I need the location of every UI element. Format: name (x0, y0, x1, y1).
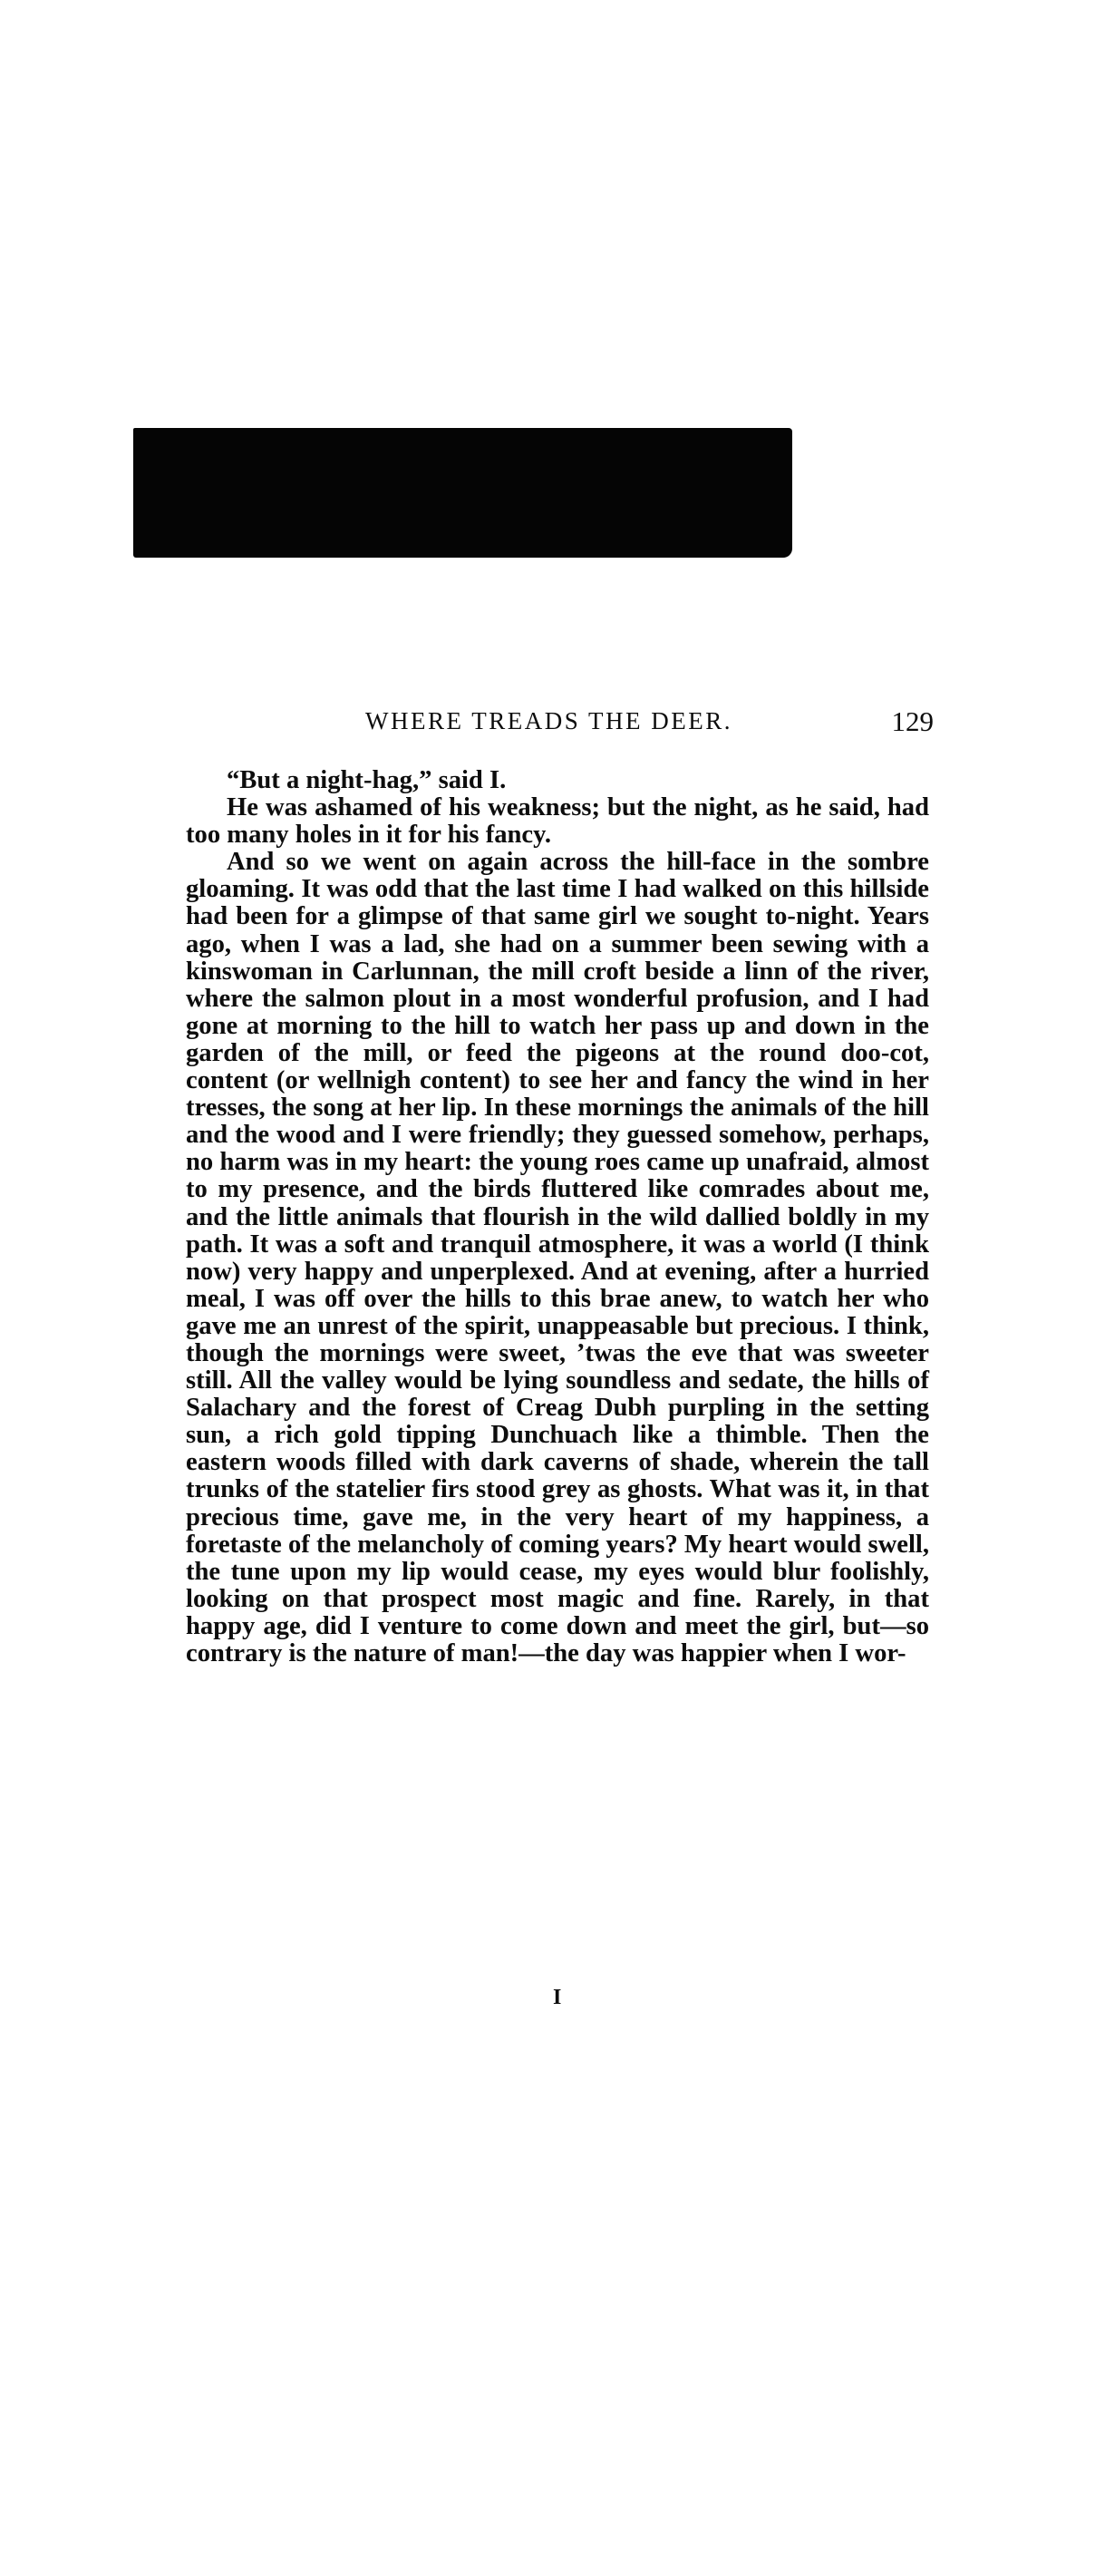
running-title: WHERE TREADS THE DEER. (365, 707, 732, 734)
paragraph: “But a night-hag,” said I. (227, 766, 507, 794)
paragraph: And so we went on again across the hill-face in the sombre gloaming. It was odd that the last time I had walked on this hillside had been for a glimpse of that same girl we sought to-night. Years ago, when I was a lad, she had on a summer been sewing with a kinswoman in Carlunnan, the mill croft beside a linn of the river, where the salmon plout in a most wonderful profusion, and I had gone at morning to the hill to watch her pass up and down in the garden of the mill, or feed the pigeons at the round doo-cot, content (or wellnigh content) to see her and fancy the wind in her tresses, the song at her lip. In these mornings the animals of the hill and the wood and I were friendly; they guessed somehow, perhaps, no harm was in my heart: the young roes came up unafraid, almost to my presence, and the birds fluttered like comrades about me, and the little animals that flourish in the wild dallied boldly in my path. It was a soft and tranquil atmosphere, it was a world (I think now) very happy and unperplexed. And at evening, after a hurried meal, I was off over the hills to this brae anew, to watch her who gave me an unrest of the spirit, unappeasable but precious. I think, though the mornings were sweet, ’twas the eve that was sweeter still. All the valley would be lying soundless and sedate, the hills of Salachary and the forest of Creag Dubh purpling in the setting sun, a rich gold tipping Dunchuach like a thimble. Then the eastern woods filled with dark caverns of shade, wherein the tall trunks of the statelier firs stood grey as ghosts. What was it, in that precious time, gave me, in the very heart of my happiness, a foretaste of the melancholy of coming years? My heart would swell, the tune upon my lip would cease, my eyes would blur foolishly, looking on that prospect most magic and fine. Rarely, in that happy age, did I venture to come down and meet the girl, but—so contrary is the nature of man!—the day was happier when I wor- (186, 848, 929, 1667)
running-head (190, 707, 934, 744)
paragraph: He was ashamed of his weakness; but the night, as he said, had too many holes in it for his fancy. (186, 793, 929, 850)
body-text (186, 767, 929, 1667)
signature-mark: I (553, 1986, 562, 2009)
redaction-block (133, 428, 792, 558)
page-number: 129 (891, 705, 934, 737)
